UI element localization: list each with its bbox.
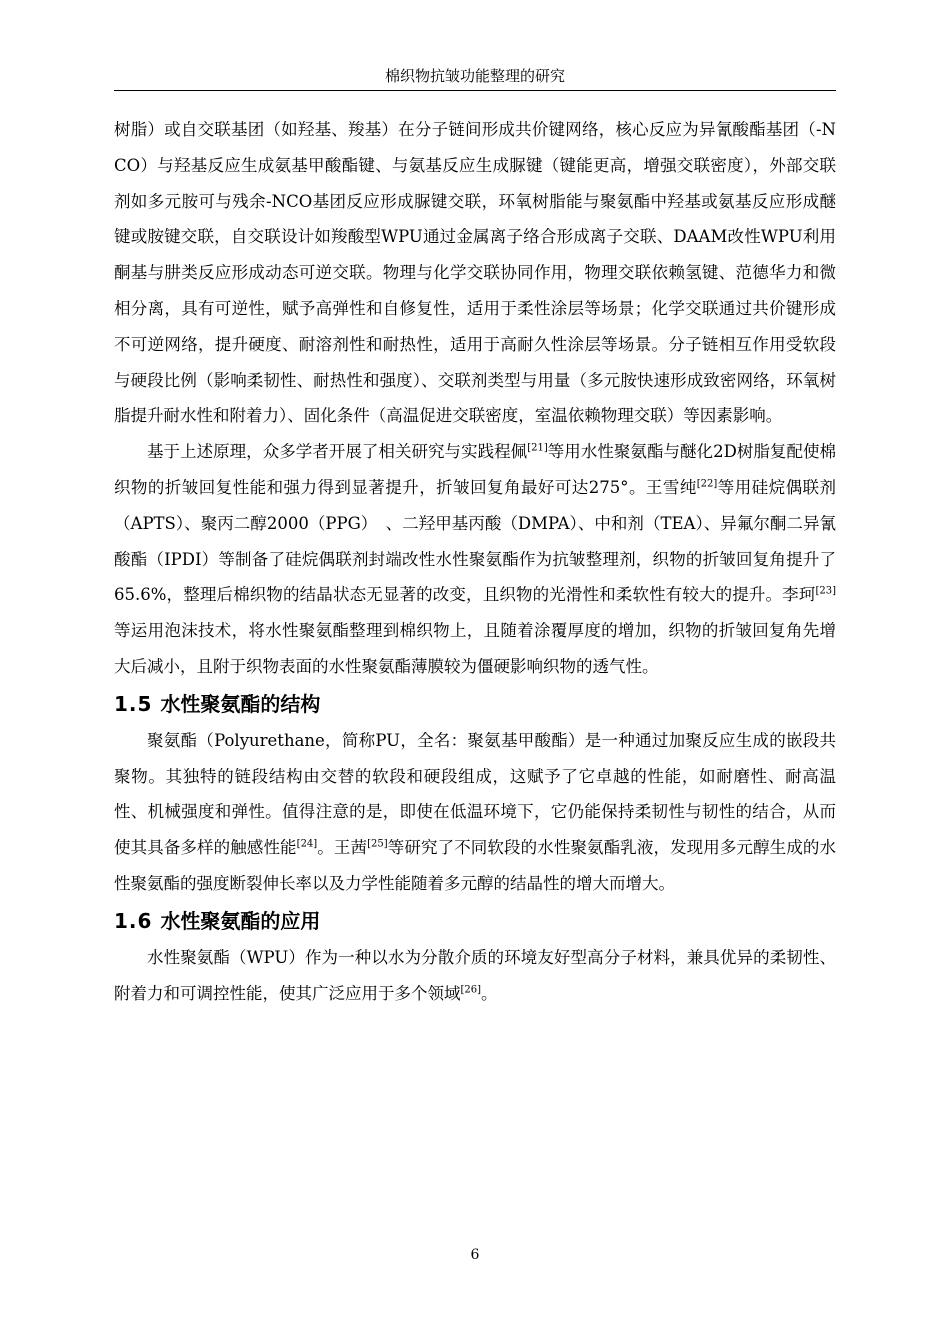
citation-22: [22] [696,478,718,490]
section-title: 水性聚氨酯的结构 [160,691,321,716]
text-run: 水性聚氨酯（WPU）作为一种以水为分散介质的环境友好型高分子材料，兼具优异的柔韧性、附着力和可调控性能，使其广泛应用于多个领域 [114,947,836,1003]
text-run: 等研究了不同软段的水性聚氨酯乳液，发现用多元醇生成的水性聚氨酯的强度断裂伸长率以及力学性能随着多元醇的结晶性的增大而增大。 [114,838,837,893]
citation-25: [25] [367,838,388,850]
paragraph-wpu-application [114,940,836,1012]
page-number: 6 [470,1247,480,1263]
running-header-title: 棉织物抗皱功能整理的研究 [384,67,565,85]
citation-23: [23] [815,585,836,597]
citation-24: [24] [296,838,318,850]
section-heading-1-5 [114,685,836,723]
text-run: 。 [481,983,498,1003]
section-title: 水性聚氨酯的应用 [160,908,321,933]
citation-21: [21] [527,442,548,454]
citation-26: [26] [460,984,482,996]
section-number: 1.6 [114,908,153,933]
text-run: 等用硅烷偶联剂（APTS）、聚丙二醇2000（PPG） 、二羟甲基丙酸（DMPA）、中和剂（TEA）、异氟尔酮二异氰酸酯（IPDI）等制备了硅烷偶联剂封端改性水性聚氨酯作为抗皱整理剂，织物的折皱回复角提升了65.6%，整理后棉织物的结晶状态无显著的改变，且织物的光滑性和柔软性有较大的提升。李珂 [114,477,837,605]
text-run: 。王茜 [317,838,368,858]
section-number: 1.5 [114,691,153,716]
paragraph-research-review [114,434,836,685]
text-run: 聚氨酯（Polyurethane，简称PU，全名：聚氨基甲酸酯）是一种通过加聚反应生成的嵌段共聚物。其独特的链段结构由交替的软段和硬段组成，这赋予了它卓越的性能，如耐磨性、耐高温性、机械强度和弹性。值得注意的是，即使在低温环境下，它仍能保持柔韧性与韧性的结合，从而使其具备多样的触感性能 [114,730,836,858]
running-header [114,66,836,91]
text-run: 基于上述原理，众多学者开展了相关研究与实践程佩 [147,442,528,462]
paragraph-crosslinking: 树脂）或自交联基团（如羟基、羧基）在分子链间形成共价键网络，核心反应为异氰酸酯基团（-NCO）与羟基反应生成氨基甲酸酯键、与氨基反应生成脲键（键能更高，增强交联密度），外部交联剂如多元胺可与残余-NCO基团反应形成脲键交联，环氧树脂能与聚氨酯中羟基或氨基反应形成醚键或胺键交联，自交联设计如羧酸型WPU通过金属离子络合形成离子交联、DAAM改性WPU利用酮基与肼类反应形成动态可逆交联。物理与化学交联协同作用，物理交联依赖氢键、范德华力和微相分离，具有可逆性，赋予高弹性和自修复性，适用于柔性涂层等场景；化学交联通过共价键形成不可逆网络，提升硬度、耐溶剂性和耐热性，适用于高耐久性涂层等场景。分子链相互作用受软段与硬段比例（影响柔韧性、耐热性和强度）、交联剂类型与用量（多元胺快速形成致密网络，环氧树脂提升耐水性和附着力）、固化条件（高温促进交联密度，室温依赖物理交联）等因素影响。 [114,120,836,426]
page-body [114,112,836,1011]
section-heading-1-6 [114,902,836,940]
paragraph-pu-structure [114,723,836,902]
text-run: 等用水性聚氨酯与醚化2D树脂复配使棉织物的折皱回复性能和强力得到显著提升，折皱回复角最好可达275°。王雪纯 [114,442,837,497]
text-run: 等运用泡沫技术，将水性聚氨酯整理到棉织物上，且随着涂覆厚度的增加，织物的折皱回复角先增大后减小，且附于织物表面的水性聚氨酯薄膜较为僵硬影响织物的透气性。 [114,621,836,676]
